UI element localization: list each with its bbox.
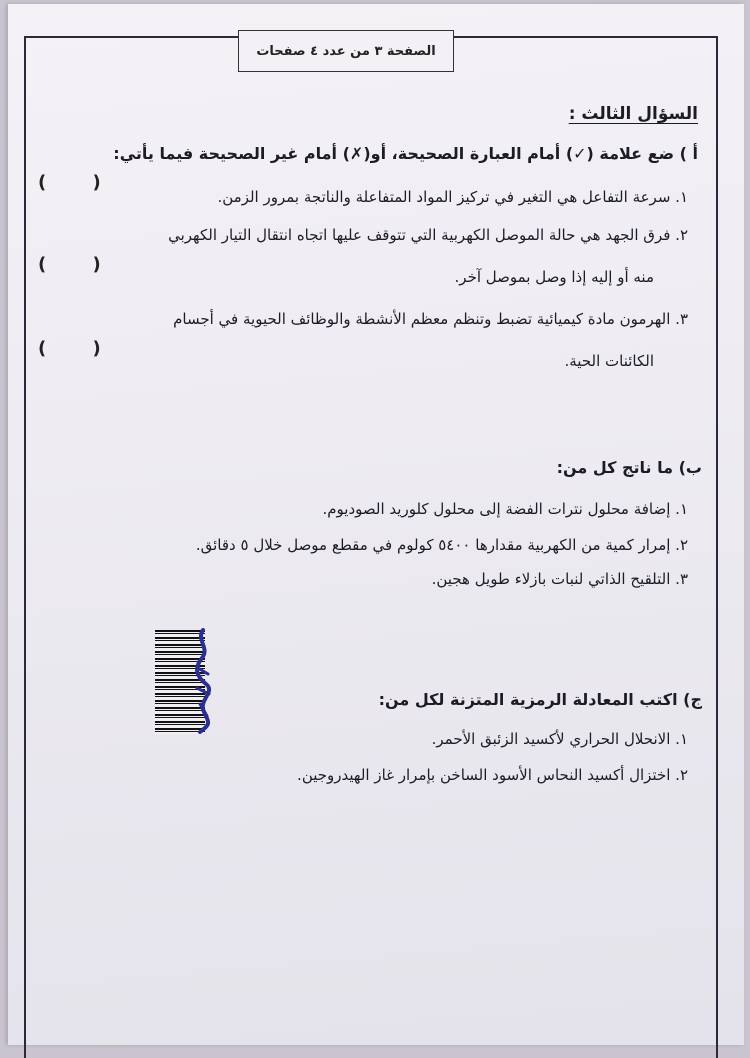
part-c-item-2: ٢. اختزال أكسيد النحاس الأسود الساخن بإمرار غاز الهيدروجين. <box>297 766 688 784</box>
pen-scribble-icon <box>192 628 214 734</box>
part-a-title: أ ) ضع علامة (✓) أمام العبارة الصحيحة، أو(✗) أمام غير الصحيحة فيما يأتي: <box>113 144 698 163</box>
part-b-item-3: ٣. التلقيح الذاتي لنبات بازلاء طويل هجين. <box>431 570 688 588</box>
part-c-item-1: ١. الانحلال الحراري لأكسيد الزئبق الأحمر. <box>431 730 688 748</box>
part-a-item-3-line1: ٣. الهرمون مادة كيميائية تضبط وتنظم معظم الأنشطة والوظائف الحيوية في أجسام <box>173 310 688 328</box>
part-b-title: ب) ما ناتج كل من: <box>556 458 702 477</box>
page-number-box <box>238 30 454 72</box>
answer-paren-1: ( ) <box>38 172 121 193</box>
part-a-item-2-line1: ٢. فرق الجهد هي حالة الموصل الكهربية التي تتوقف عليها اتجاه انتقال التيار الكهربي <box>168 226 688 244</box>
page-number-label: الصفحة ٣ من عدد ٤ صفحات <box>256 43 436 59</box>
part-b-item-1: ١. إضافة محلول نترات الفضة إلى محلول كلوريد الصوديوم. <box>322 500 688 518</box>
part-a-item-1: ١. سرعة التفاعل هي التغير في تركيز المواد المتفاعلة والناتجة بمرور الزمن. <box>217 188 688 206</box>
answer-paren-3: ( ) <box>38 338 121 359</box>
answer-paren-2: ( ) <box>38 254 121 275</box>
part-a-item-3-line2: الكائنات الحية. <box>564 352 654 370</box>
part-a-item-2-line2: منه أو إليه إذا وصل بموصل آخر. <box>454 268 654 286</box>
part-b-item-2: ٢. إمرار كمية من الكهربية مقدارها ٥٤٠٠ كولوم في مقطع موصل خلال ٥ دقائق. <box>195 536 688 554</box>
section-title: السؤال الثالث : <box>568 104 698 124</box>
part-c-title: ج) اكتب المعادلة الرمزية المتزنة لكل من: <box>378 690 702 709</box>
